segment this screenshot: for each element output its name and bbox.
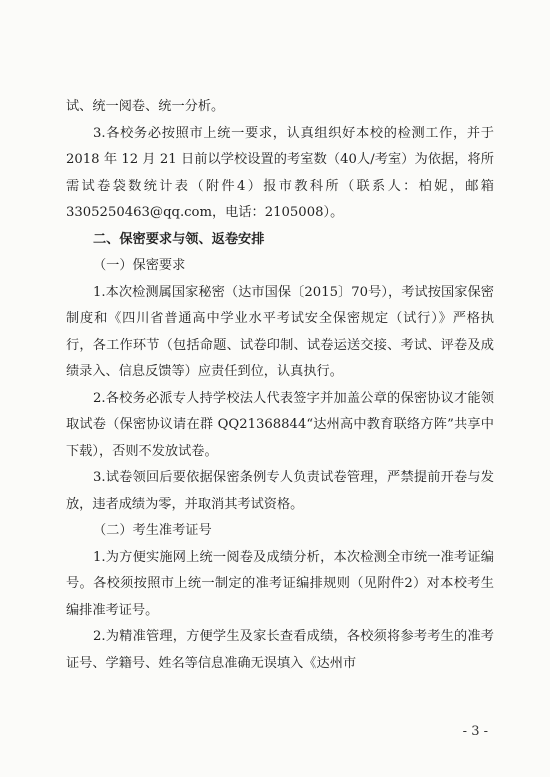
page-number: - 3 - bbox=[462, 724, 488, 739]
subsection-heading-confidentiality-requirements: （一）保密要求 bbox=[93, 258, 186, 273]
paragraph-item-2-info-entry: 2.为精准管理，方便学生及家长查看成绩，各校须将参考考生的准考证号、学籍号、姓名等信息准确无误填入《达州市 bbox=[66, 629, 494, 671]
subsection-heading-exam-number: （二）考生准考证号 bbox=[93, 523, 212, 538]
paragraph-item-3-submission: 3.各校务必按照市上统一要求，认真组织好本校的检测工作，并于 2018 年 12 月 21 日前以学校设置的考室数（40人/考室）为依据，将所需试卷袋数统计表（附件4）报市教科所（联系人：柏妮，邮箱 3305250463@qq.com，电话：2105008）。 bbox=[66, 125, 494, 220]
paragraph-item-1-numbering: 1.为方便实施网上统一阅卷及成绩分析，本次检测全市统一准考证编号。各校须按照市上统一制定的准考证编排规则（见附件2）对本校考生编排准考证号。 bbox=[66, 549, 494, 618]
document-body bbox=[66, 94, 494, 677]
paragraph-item-2-agreement: 2.各校务必派专人持学校法人代表签字并加盖公章的保密协议才能领取试卷（保密协议请在群 QQ21368844“达州高中教育联络方阵”共享中下载），否则不发放试卷。 bbox=[66, 390, 494, 459]
paragraph-item-3-management: 3.试卷领回后要依据保密条例专人负责试卷管理，严禁提前开卷与发放，违者成绩为零，并取消其考试资格。 bbox=[66, 470, 494, 512]
section-heading-confidentiality: 二、保密要求与领、返卷安排 bbox=[93, 231, 265, 247]
paragraph-item-1-state-secret: 1.本次检测属国家秘密（达市国保〔2015〕70号），考试按国家保密制度和《四川省普通高中学业水平考试安全保密规定（试行）》严格执行，各工作环节（包括命题、试卷印制、试卷运送交接、考试、评卷及成绩录入、信息反馈等）应责任到位，认真执行。 bbox=[66, 284, 494, 379]
paragraph-continuation: 试、统一阅卷、统一分析。 bbox=[66, 99, 225, 114]
